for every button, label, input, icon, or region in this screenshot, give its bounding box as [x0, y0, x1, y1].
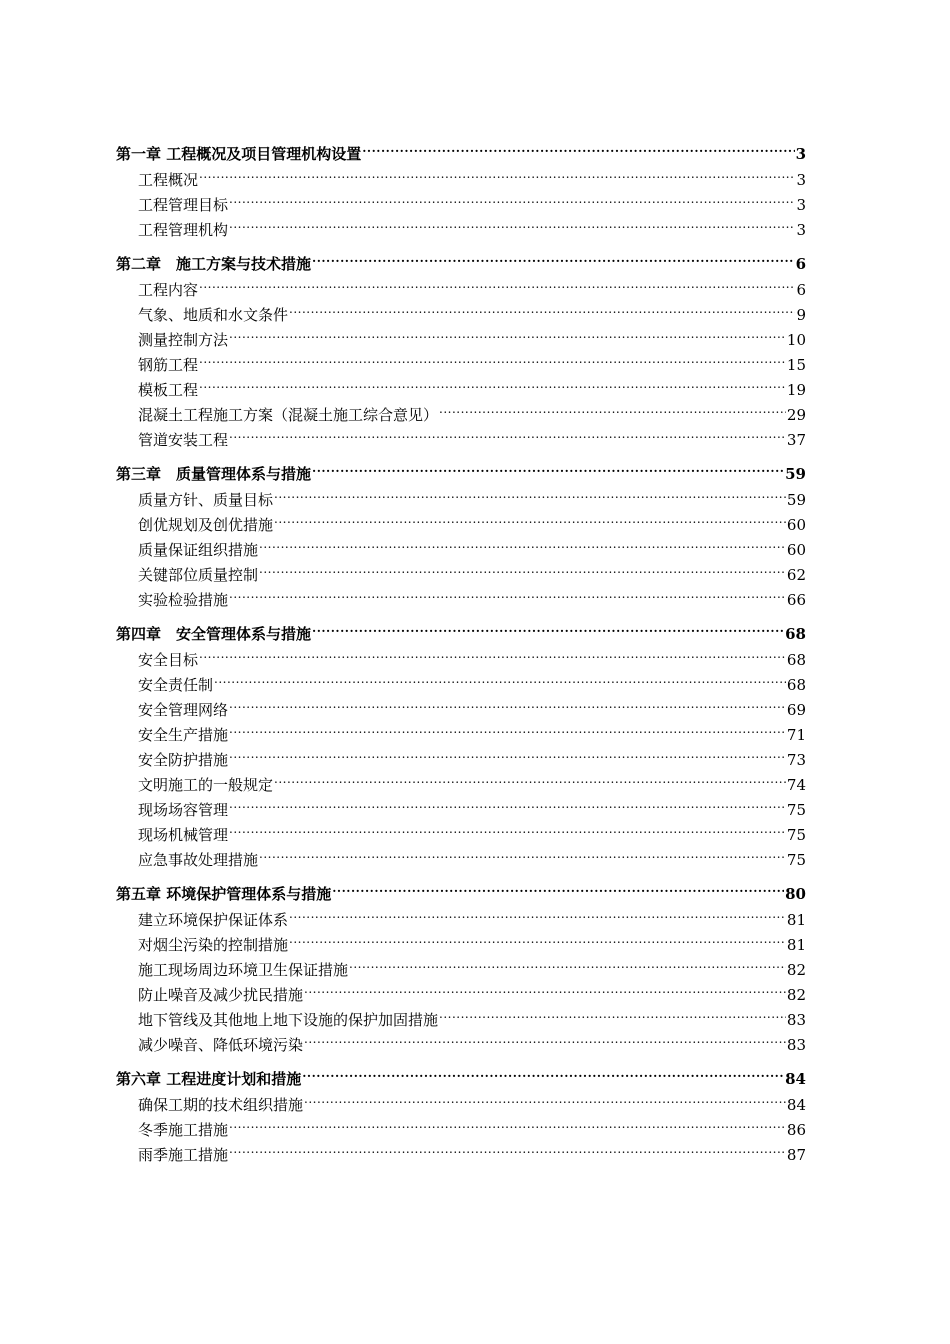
toc-dot-leader — [362, 134, 794, 159]
toc-page-number: 84 — [785, 1070, 806, 1088]
toc-dot-leader — [259, 555, 786, 580]
toc-entry-title: 测量控制方法 — [138, 331, 229, 349]
toc-entry-title: 工程管理机构 — [138, 221, 229, 239]
toc-page-number: 19 — [786, 381, 806, 399]
toc-chapter-entry[interactable] — [116, 134, 806, 163]
toc-page-number: 71 — [786, 726, 806, 744]
toc-section-entry[interactable] — [116, 690, 806, 719]
toc-entry-title: 第三章 质量管理体系与措施 — [116, 465, 312, 483]
toc-dot-leader — [229, 740, 786, 765]
toc-page-number: 82 — [786, 961, 806, 979]
toc-entry-title: 雨季施工措施 — [138, 1146, 229, 1164]
toc-section-entry[interactable] — [116, 665, 806, 694]
toc-page-number: 68 — [786, 676, 806, 694]
toc-entry-title: 模板工程 — [138, 381, 199, 399]
toc-entry-title: 第二章 施工方案与技术措施 — [116, 255, 312, 273]
toc-page-number: 75 — [786, 851, 806, 869]
toc-entry-title: 文明施工的一般规定 — [138, 776, 274, 794]
toc-page-number: 62 — [786, 566, 806, 584]
toc-dot-leader — [304, 1025, 786, 1050]
toc-page-number: 29 — [786, 406, 806, 424]
toc-chapter-entry[interactable] — [116, 454, 806, 483]
toc-page-number: 66 — [786, 591, 806, 609]
toc-dot-leader — [229, 210, 795, 235]
toc-dot-leader — [199, 270, 795, 295]
toc-entry-title: 对烟尘污染的控制措施 — [138, 936, 289, 954]
toc-entry-title: 管道安装工程 — [138, 431, 229, 449]
toc-entry-title: 混凝土工程施工方案（混凝土施工综合意见） — [138, 406, 439, 424]
toc-page-number: 3 — [795, 145, 806, 163]
toc-page-number: 10 — [786, 331, 806, 349]
toc-entry-title: 建立环境保护保证体系 — [138, 911, 289, 929]
toc-page-number: 83 — [786, 1036, 806, 1054]
toc-page-number: 74 — [786, 776, 806, 794]
toc-entry-title: 质量保证组织措施 — [138, 541, 259, 559]
toc-section-entry[interactable] — [116, 395, 806, 424]
toc-page-number: 81 — [786, 936, 806, 954]
toc-page-number: 68 — [786, 651, 806, 669]
toc-page-number: 60 — [786, 541, 806, 559]
toc-entry-title: 第一章 工程概况及项目管理机构设置 — [116, 145, 362, 163]
toc-entry-title: 关键部位质量控制 — [138, 566, 259, 584]
toc-entry-title: 现场场容管理 — [138, 801, 229, 819]
toc-entry-title: 质量方针、质量目标 — [138, 491, 274, 509]
toc-dot-leader — [199, 370, 786, 395]
toc-section-entry[interactable] — [116, 270, 806, 299]
toc-page-number: 68 — [785, 625, 806, 643]
toc-chapter-entry[interactable] — [116, 614, 806, 643]
toc-dot-leader — [302, 1059, 784, 1084]
toc-page-number: 59 — [785, 465, 806, 483]
toc-entry-title: 防止噪音及减少扰民措施 — [138, 986, 304, 1004]
toc-page-number: 75 — [786, 801, 806, 819]
toc-dot-leader — [289, 295, 795, 320]
toc-dot-leader — [439, 1000, 786, 1025]
toc-entry-title: 创优规划及创优措施 — [138, 516, 274, 534]
toc-entry-title: 工程内容 — [138, 281, 199, 299]
toc-entry-title: 气象、地质和水文条件 — [138, 306, 289, 324]
toc-dot-leader — [229, 815, 786, 840]
toc-page-number: 86 — [786, 1121, 806, 1139]
toc-dot-leader — [229, 790, 786, 815]
toc-dot-leader — [199, 640, 786, 665]
toc-entry-title: 工程概况 — [138, 171, 199, 189]
toc-dot-leader — [312, 454, 784, 479]
toc-dot-leader — [229, 420, 786, 445]
toc-dot-leader — [274, 480, 786, 505]
toc-section-entry[interactable] — [116, 185, 806, 214]
toc-page-number: 84 — [786, 1096, 806, 1114]
toc-chapter-entry[interactable] — [116, 1059, 806, 1088]
toc-page-number: 60 — [786, 516, 806, 534]
toc-page-number: 73 — [786, 751, 806, 769]
toc-page-number: 83 — [786, 1011, 806, 1029]
toc-entry-title: 减少噪音、降低环境污染 — [138, 1036, 304, 1054]
toc-chapter-entry[interactable] — [116, 874, 806, 903]
toc-dot-leader — [274, 765, 786, 790]
toc-entry-title: 安全防护措施 — [138, 751, 229, 769]
toc-page-number: 6 — [795, 255, 806, 273]
toc-page-number: 3 — [796, 221, 806, 239]
toc-page-number: 81 — [786, 911, 806, 929]
toc-entry-title: 地下管线及其他地上地下设施的保护加固措施 — [138, 1011, 439, 1029]
toc-entry-title: 应急事故处理措施 — [138, 851, 259, 869]
toc-page-number: 15 — [786, 356, 806, 374]
toc-section-entry[interactable] — [116, 640, 806, 669]
toc-entry-title: 实验检验措施 — [138, 591, 229, 609]
toc-entry-title: 第五章 环境保护管理体系与措施 — [116, 885, 332, 903]
toc-entry-title: 工程管理目标 — [138, 196, 229, 214]
toc-entry-title: 安全生产措施 — [138, 726, 229, 744]
toc-dot-leader — [229, 320, 786, 345]
toc-dot-leader — [304, 1085, 786, 1110]
toc-entry-title: 安全责任制 — [138, 676, 214, 694]
toc-dot-leader — [332, 874, 784, 899]
toc-dot-leader — [229, 580, 786, 605]
toc-page-number: 37 — [786, 431, 806, 449]
toc-entry-title: 安全目标 — [138, 651, 199, 669]
toc-page-number: 3 — [796, 171, 806, 189]
toc-entry-title: 安全管理网络 — [138, 701, 229, 719]
toc-section-entry[interactable] — [116, 370, 806, 399]
toc-chapter-entry[interactable] — [116, 244, 806, 273]
toc-entry-title: 确保工期的技术组织措施 — [138, 1096, 304, 1114]
toc-dot-leader — [312, 244, 795, 269]
toc-dot-leader — [439, 395, 786, 420]
toc-dot-leader — [259, 530, 786, 555]
toc-dot-leader — [229, 715, 786, 740]
table-of-contents — [116, 134, 806, 1164]
toc-entry-title: 第四章 安全管理体系与措施 — [116, 625, 312, 643]
toc-dot-leader — [214, 665, 786, 690]
toc-dot-leader — [199, 160, 795, 185]
toc-dot-leader — [289, 900, 786, 925]
toc-entry-title: 施工现场周边环境卫生保证措施 — [138, 961, 349, 979]
toc-page-number: 80 — [785, 885, 806, 903]
toc-dot-leader — [304, 975, 786, 1000]
toc-entry-title: 冬季施工措施 — [138, 1121, 229, 1139]
toc-dot-leader — [274, 505, 786, 530]
toc-dot-leader — [229, 185, 795, 210]
toc-section-entry[interactable] — [116, 295, 806, 324]
toc-entry-title: 现场机械管理 — [138, 826, 229, 844]
toc-section-entry[interactable] — [116, 160, 806, 189]
toc-page-number: 82 — [786, 986, 806, 1004]
toc-entry-title: 第六章 工程进度计划和措施 — [116, 1070, 302, 1088]
toc-entry-title: 钢筋工程 — [138, 356, 199, 374]
toc-dot-leader — [229, 690, 786, 715]
toc-page-number: 75 — [786, 826, 806, 844]
toc-page-number: 3 — [796, 196, 806, 214]
toc-page-number: 69 — [786, 701, 806, 719]
toc-dot-leader — [289, 925, 786, 950]
toc-dot-leader — [229, 1110, 786, 1135]
toc-dot-leader — [312, 614, 784, 639]
toc-dot-leader — [259, 840, 786, 865]
toc-page-number: 87 — [786, 1146, 806, 1164]
toc-page-number: 6 — [796, 281, 806, 299]
toc-page-number: 9 — [796, 306, 806, 324]
toc-dot-leader — [199, 345, 786, 370]
toc-page-number: 59 — [786, 491, 806, 509]
toc-dot-leader — [229, 1135, 786, 1160]
toc-section-entry[interactable] — [116, 345, 806, 374]
toc-dot-leader — [349, 950, 786, 975]
